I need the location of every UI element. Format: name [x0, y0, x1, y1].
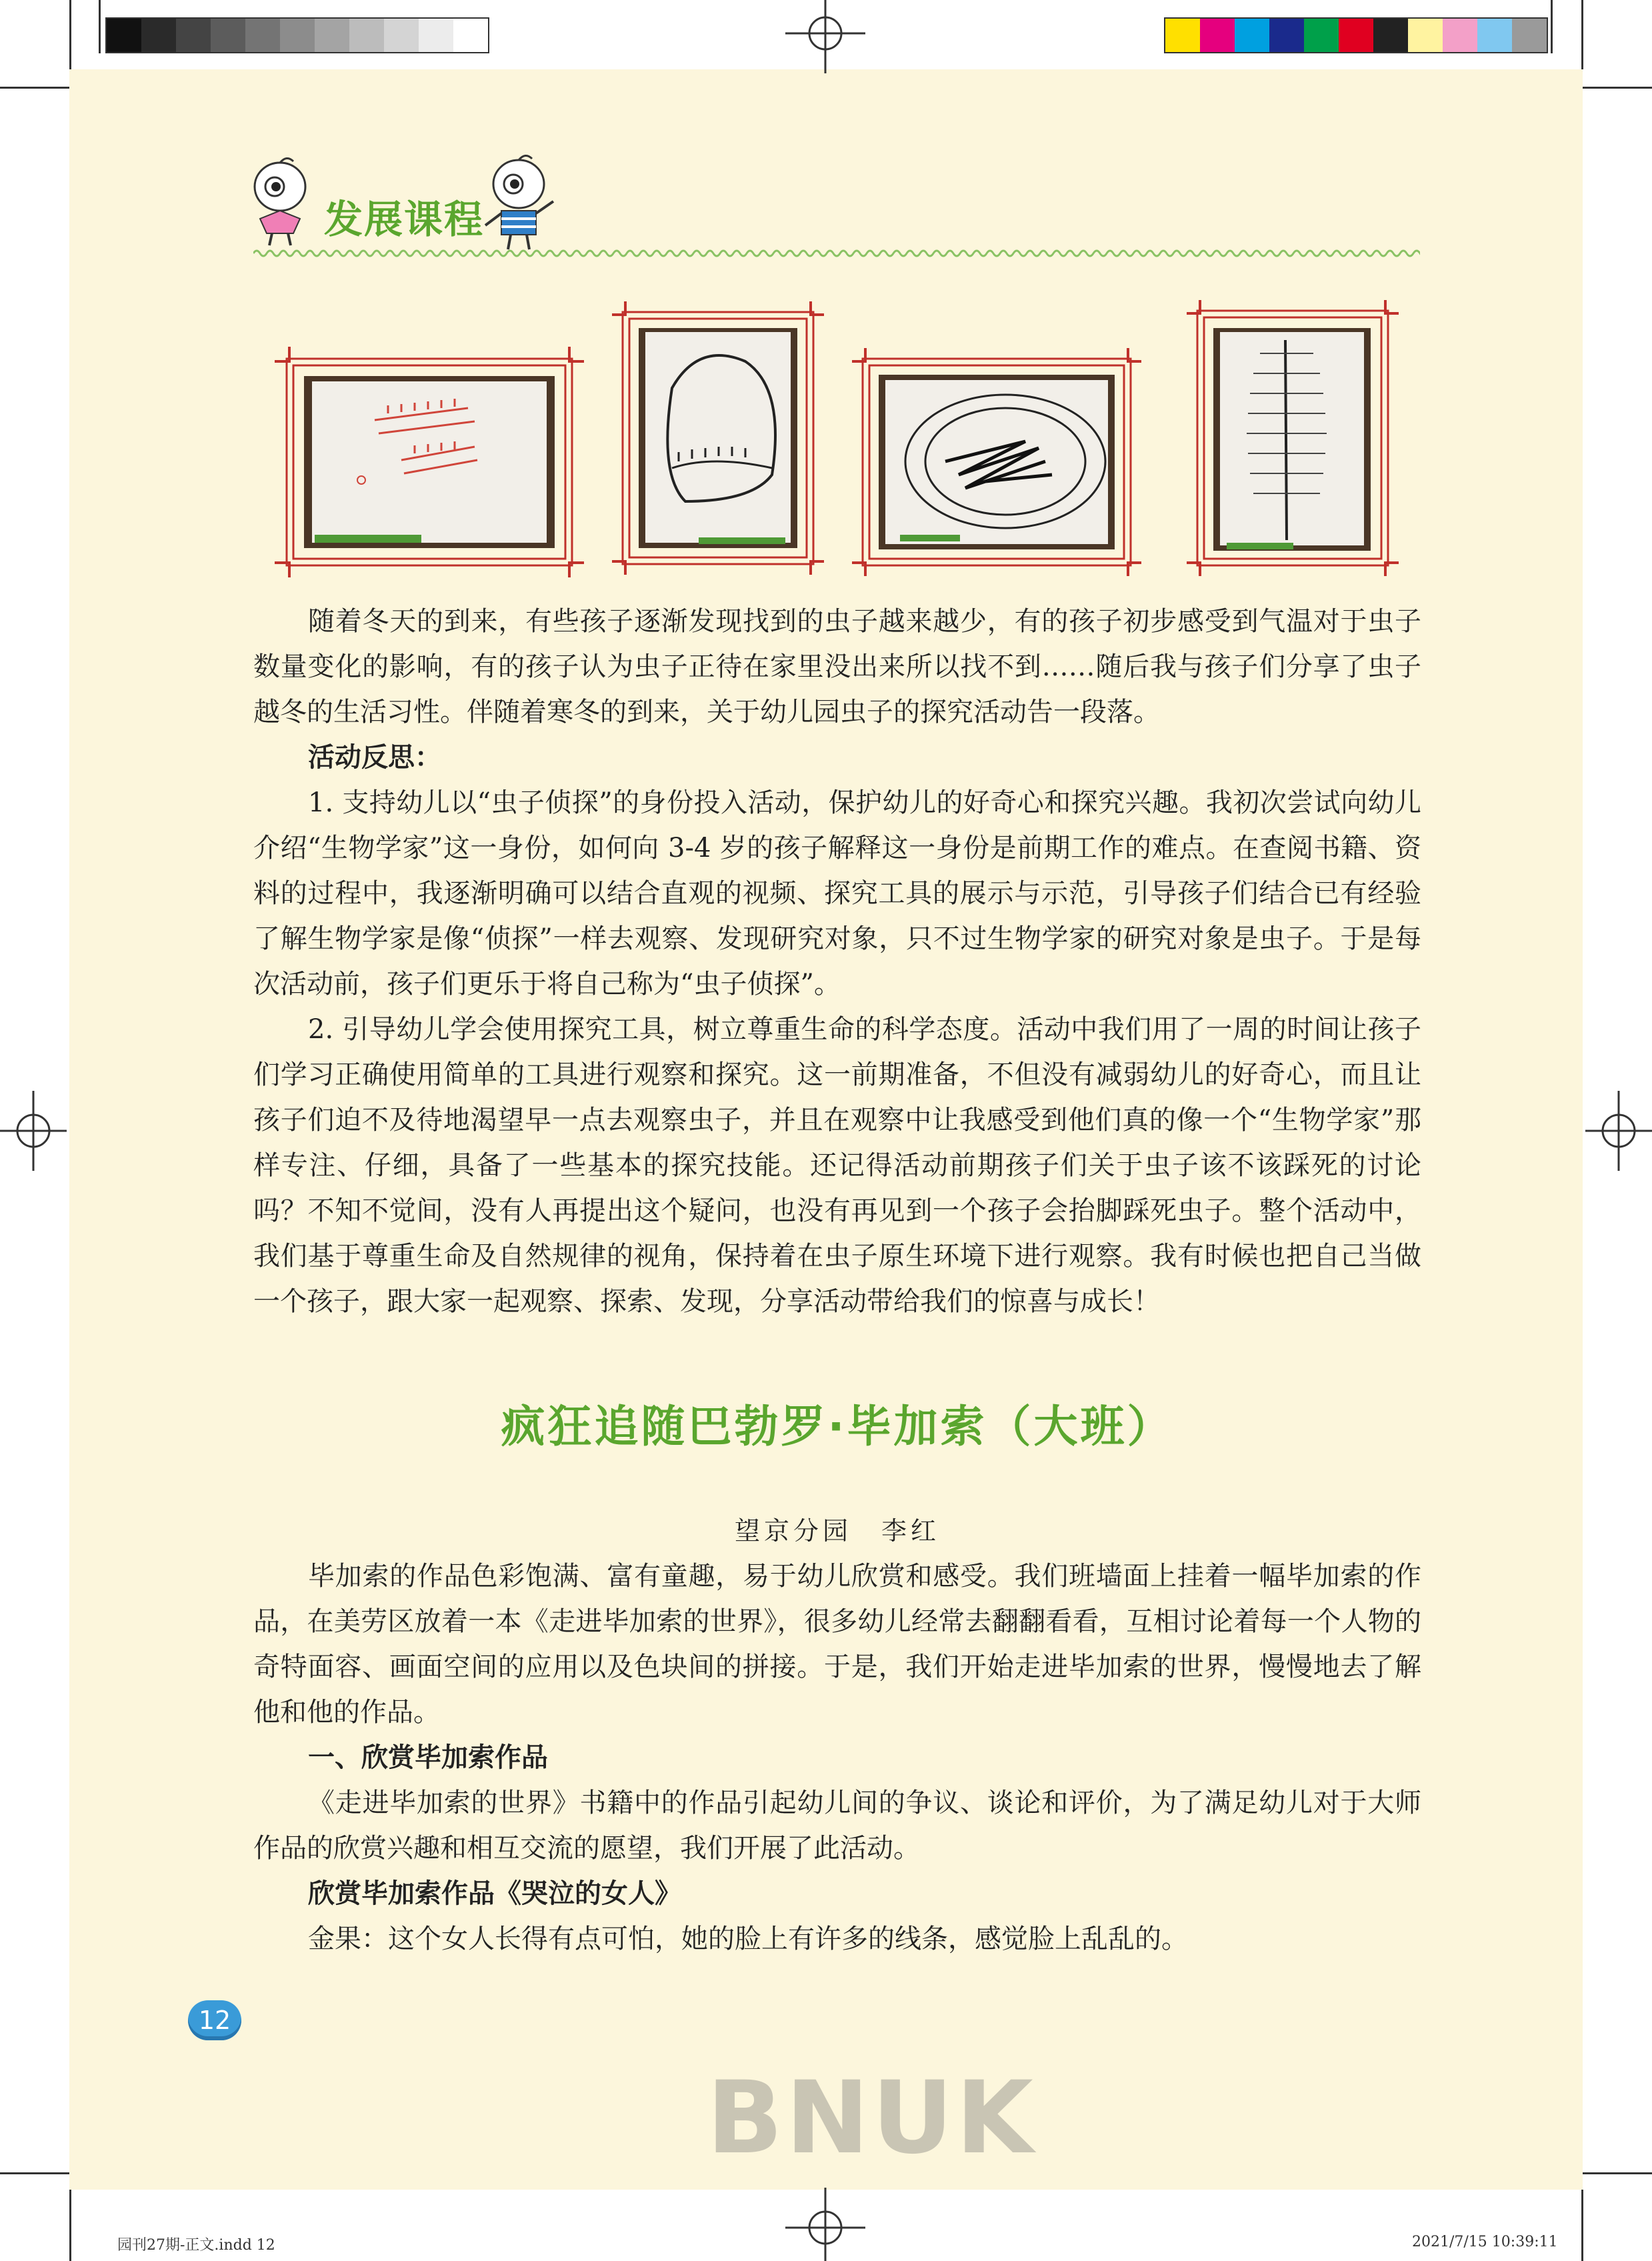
- mascot-girl-icon: [240, 155, 320, 248]
- paragraph: 2. 引导幼儿学会使用探究工具，树立尊重生命的科学态度。活动中我们用了一周的时间让孩子们学习正确使用简单的工具进行观察和探究。这一前期准备，不但没有减弱幼儿的好奇心，而且让孩子们迫不及待地渴望早一点去观察虫子，并且在观察中让我感受到他们真的像一个“生物学家”那样专注、仔细，具备了一些基本的探究技能。还记得活动前期孩子们关于虫子该不该踩死的讨论吗？不知不觉间，没有人再提出这个疑问，也没有再见到一个孩子会抬脚踩死虫子。整个活动中，我们基于尊重生命及自然规律的视角，保持着在虫子原生环境下进行观察。我有时候也把自己当做一个孩子，跟大家一起观察、探索、发现，分享活动带给我们的惊喜与成长！: [253, 1014, 1421, 1317]
- watermark: BNUK: [707, 2060, 1036, 2176]
- scribble-drawing-icon: [852, 348, 1141, 576]
- grayscale-calibration-bar: [105, 17, 489, 53]
- section-heading: 一、欣赏毕加索作品: [308, 1742, 548, 1773]
- crop-mark: [69, 2190, 71, 2261]
- centipede-drawing-icon: [1187, 300, 1399, 576]
- color-calibration-bar: [1164, 17, 1548, 53]
- print-timestamp: 2021/7/15 10:39:11: [1412, 2234, 1558, 2250]
- registration-mark-icon: [785, 0, 865, 80]
- paragraph: 《走进毕加索的世界》书籍中的作品引起幼儿间的争议、谈论和评价，为了满足幼儿对于大师作品的欣赏兴趣和相互交流的愿望，我们开展了此活动。: [253, 1788, 1421, 1864]
- paragraph: 随着冬天的到来，有些孩子逐渐发现找到的虫子越来越少，有的孩子初步感受到气温对于虫子数量变化的影响，有的孩子认为虫子正待在家里没出来所以找不到……随后我与孩子们分享了虫子越冬的生活习性。伴随着寒冬的到来，关于幼儿园虫子的探究活动告一段落。: [253, 606, 1421, 727]
- registration-mark-icon: [1572, 1091, 1652, 1171]
- essay-body: [253, 599, 1421, 1324]
- crop-mark: [1583, 2172, 1652, 2174]
- paragraph: 金果：这个女人长得有点可怕，她的脸上有许多的线条，感觉脸上乱乱的。: [308, 1924, 1188, 1954]
- child-drawing-photo-2: [612, 301, 824, 575]
- paragraph: 1. 支持幼儿以“虫子侦探”的身份投入活动，保护幼儿的好奇心和探究兴趣。我初次尝试向幼儿介绍“生物学家”这一身份，如何向 3-4 岁的孩子解释这一身份是前期工作的难点。在查阅书籍、资料的过程中，我逐渐明确可以结合直观的视频、探究工具的展示与示范，引导孩子们结合已有经验了解生物学家是像“侦探”一样去观察、发现研究对象，只不过生物学家的研究对象是虫子。于是每次活动前，孩子们更乐于将自己称为“虫子侦探”。: [253, 787, 1421, 999]
- crop-mark: [0, 87, 69, 89]
- registration-mark-icon: [785, 2181, 865, 2261]
- registration-mark-icon: [0, 1091, 80, 1171]
- crop-mark: [1581, 0, 1583, 69]
- article-title: 疯狂追随巴勃罗·毕加索（大班）: [501, 1401, 1174, 1452]
- mascot-boy-icon: [475, 152, 561, 252]
- crop-mark: [1551, 0, 1553, 53]
- section-heading: 活动反思：: [308, 742, 441, 773]
- section-header-title: 发展课程: [324, 197, 485, 242]
- crop-mark: [1581, 2190, 1583, 2261]
- crop-mark: [1583, 87, 1652, 89]
- child-drawing-photo-3: [852, 348, 1141, 576]
- file-slug: 园刊27期-正文.indd 12: [117, 2237, 275, 2254]
- article-body: [253, 1554, 1421, 1962]
- crop-mark: [69, 0, 71, 69]
- page-number: 12: [188, 2000, 241, 2040]
- drawing-icon: [612, 301, 824, 575]
- crop-mark: [0, 2172, 69, 2174]
- insect-drawing-icon: [275, 347, 584, 577]
- child-drawing-photo-4: [1187, 300, 1399, 576]
- subsection-heading: 欣赏毕加索作品《哭泣的女人》: [308, 1878, 681, 1909]
- article-author: 望京分园 李红: [734, 1516, 940, 1546]
- child-drawing-photo-1: [275, 347, 584, 577]
- paragraph: 毕加索的作品色彩饱满、富有童趣，易于幼儿欣赏和感受。我们班墙面上挂着一幅毕加索的作品，在美劳区放着一本《走进毕加索的世界》，很多幼儿经常去翻翻看看，互相讨论着每一个人物的奇特面容、画面空间的应用以及色块间的拼接。于是，我们开始走进毕加索的世界，慢慢地去了解他和他的作品。: [253, 1561, 1421, 1728]
- crop-mark: [99, 0, 101, 53]
- header-divider: [253, 248, 1420, 259]
